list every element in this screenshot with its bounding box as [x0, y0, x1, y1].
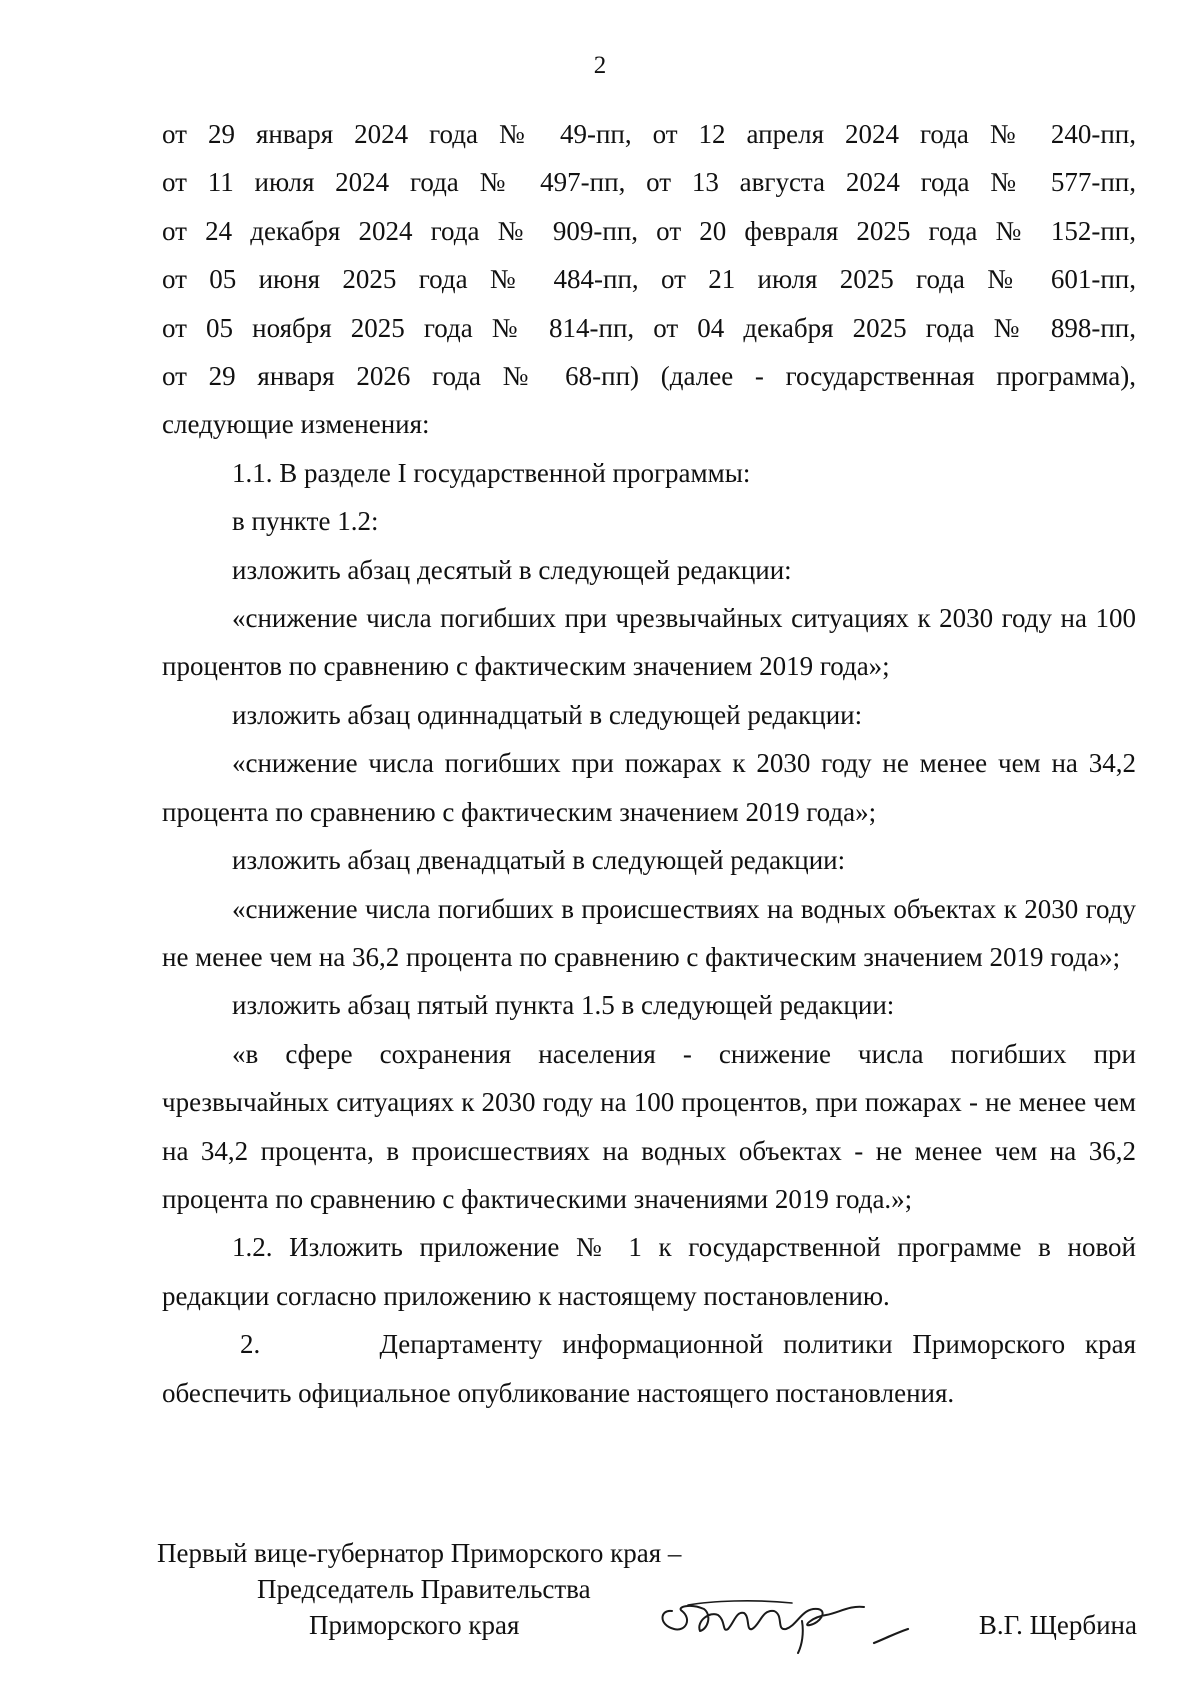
- paragraph: изложить абзац одиннадцатый в следующей редакции:: [232, 699, 863, 730]
- page-number: 2: [593, 52, 607, 79]
- paragraph: изложить абзац двенадцатый в следующей редакции:: [232, 845, 846, 876]
- signer-position-line-1: Первый вице-губернатор Приморского края –: [157, 1538, 682, 1568]
- signer-position-line-3: Приморского края: [309, 1610, 520, 1640]
- paragraph-section-heading: 1.1. В разделе I государственной программы:: [232, 457, 751, 488]
- handwritten-signature: [652, 1581, 912, 1657]
- signer-position-line-2: Председатель Правительства: [257, 1574, 591, 1604]
- paragraph: изложить абзац пятый пункта 1.5 в следующей редакции:: [232, 990, 895, 1021]
- paragraph-line: от 05 июня 2025 года № 484-пп, от 21 июля 2025 года № 601-пп,: [162, 264, 1136, 295]
- paragraph: изложить абзац десятый в следующей редакции:: [232, 554, 792, 585]
- paragraph-quote: «в сфере сохранения населения - снижение числа погибших при чрезвычайных ситуациях к 2030 году на 100 процентов, при пожарах - не менее чем на 34,2 процента, в происшествиях на водных объектах - не менее чем на 36,2 процента по сравнению с фактическими значениями 2019 года.»;: [162, 1038, 1136, 1214]
- document-body: [162, 110, 1143, 1417]
- paragraph-line: следующие изменения:: [162, 409, 430, 440]
- paragraph-item-2: 2. Департаменту информационной политики Приморского края обеспечить официальное опубликование настоящего постановления.: [162, 1329, 1143, 1408]
- paragraph-line: от 29 января 2024 года № 49-пп, от 12 апреля 2024 года № 240-пп,: [162, 119, 1136, 149]
- paragraph-quote: «снижение числа погибших в происшествиях на водных объектах к 2030 году не менее чем на 36,2 процента по сравнению с фактическим значением 2019 года»;: [162, 893, 1136, 972]
- paragraph: в пункте 1.2:: [232, 506, 379, 537]
- paragraph-line: от 05 ноября 2025 года № 814-пп, от 04 декабря 2025 года № 898-пп,: [162, 312, 1136, 343]
- signer-name: В.Г. Щербина: [978, 1610, 1137, 1640]
- paragraph-quote: «снижение числа погибших при чрезвычайных ситуациях к 2030 году на 100 процентов по сравнению с фактическим значением 2019 года»;: [162, 603, 1136, 682]
- paragraph-line: от 11 июля 2024 года № 497-пп, от 13 августа 2024 года № 577-пп,: [162, 167, 1136, 198]
- paragraph-quote: «снижение числа погибших при пожарах к 2030 году не менее чем на 34,2 процента по сравнению с фактическим значением 2019 года»;: [162, 748, 1136, 827]
- signature-block: [157, 1535, 1137, 1655]
- paragraph-line: от 29 января 2026 года № 68-пп) (далее - государственная программа),: [162, 361, 1136, 392]
- paragraph-line: от 24 декабря 2024 года № 909-пп, от 20 февраля 2025 года № 152-пп,: [162, 215, 1136, 246]
- paragraph-item-1-2: 1.2. Изложить приложение № 1 к государственной программе в новой редакции согласно приложению к настоящему постановлению.: [162, 1232, 1136, 1311]
